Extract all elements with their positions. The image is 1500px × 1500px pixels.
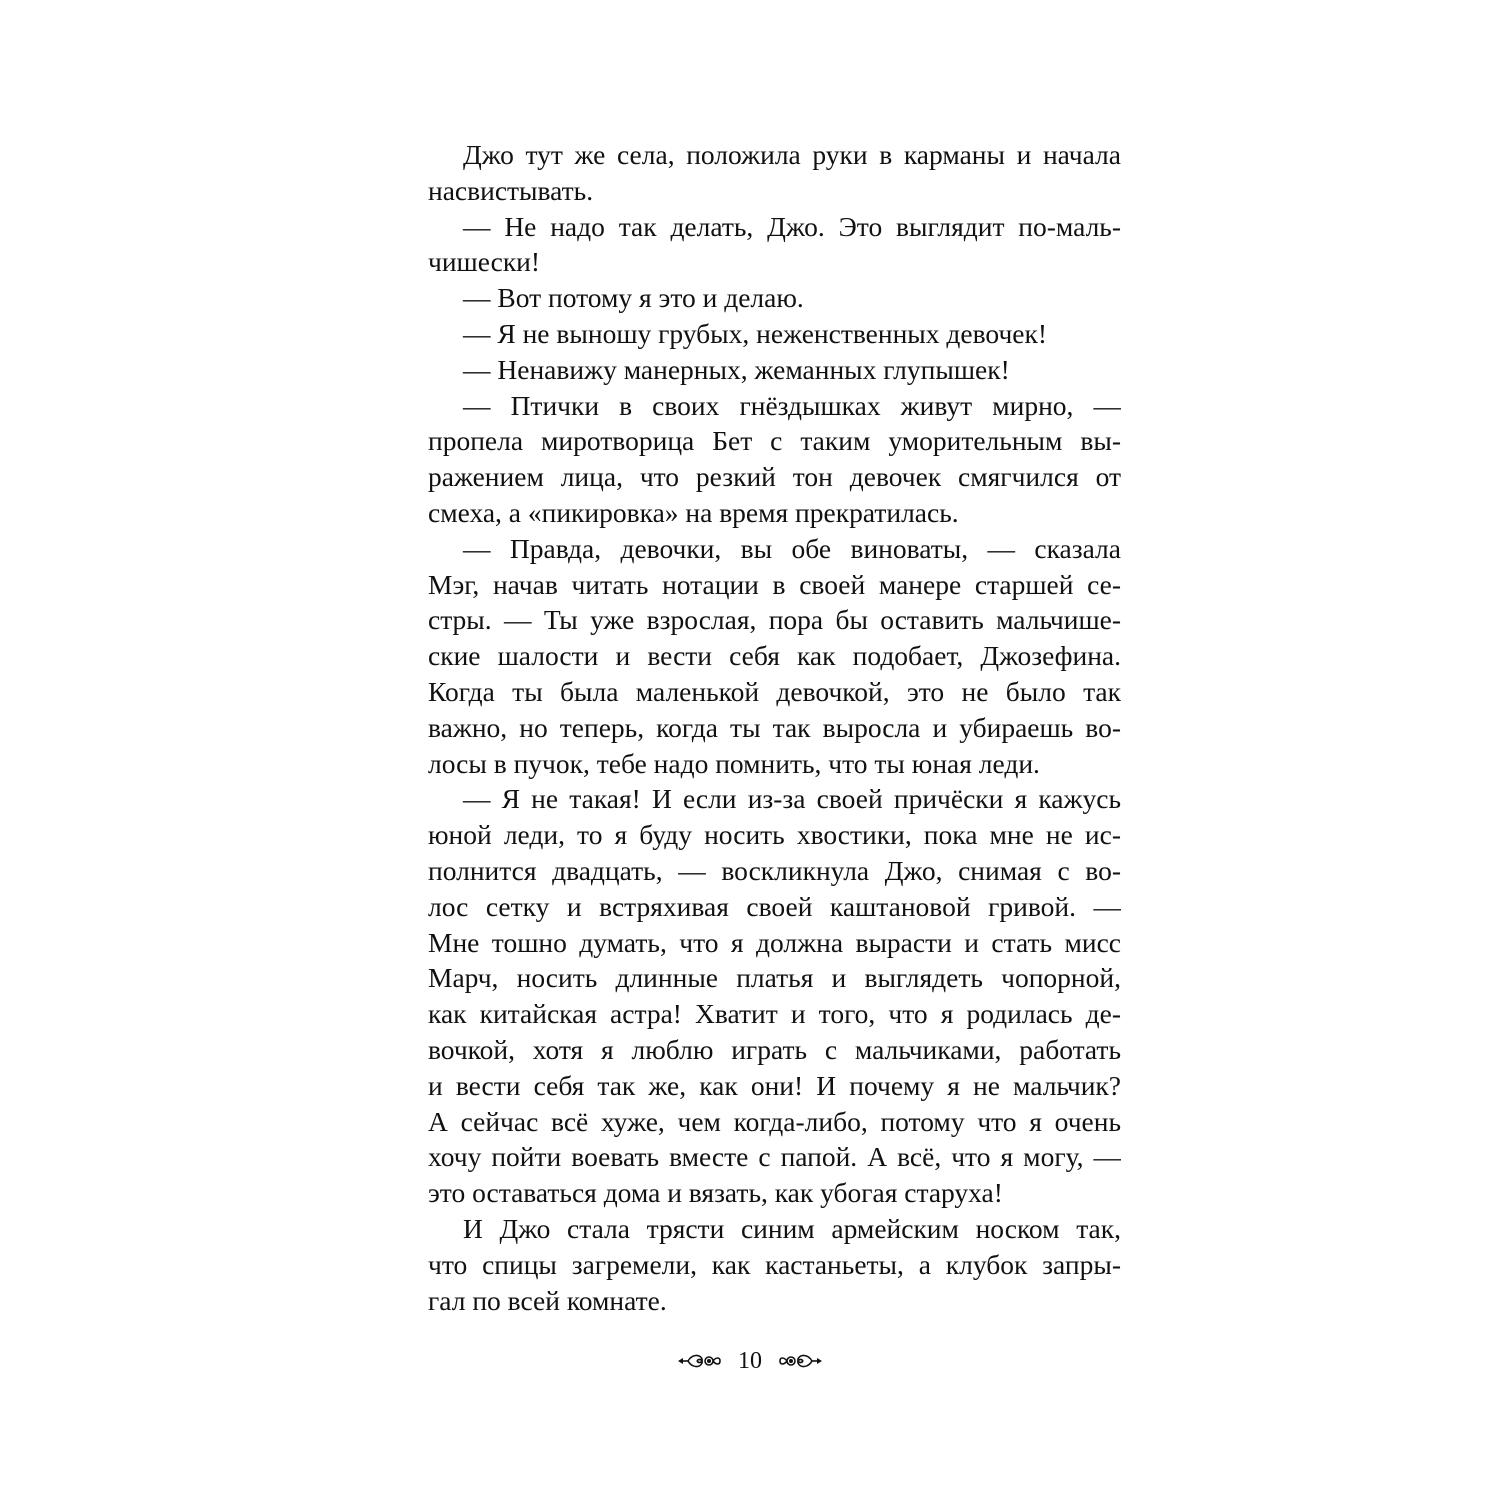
text-line: лосы в пучок, тебе надо помнить, что ты юная леди. — [428, 747, 1040, 779]
text-line: ские шалости и вести себя как подобает, Джозефина. — [428, 640, 1121, 672]
text-line: — Вот потому я это и делаю. — [463, 282, 804, 314]
text-line: юной леди, то я буду носить хвостики, пока мне не ис- — [428, 819, 1121, 851]
text-line: это оставаться дома и вязать, как убогая старуха! — [428, 1177, 1003, 1209]
text-line: чишески! — [428, 246, 541, 278]
text-line: Джо тут же села, положила руки в карманы и начала — [463, 139, 1121, 170]
text-line: ражением лица, что резкий тон девочек смягчился от — [428, 461, 1121, 493]
page-text-block — [428, 137, 1121, 1318]
text-line: — Правда, девочки, вы обе виноваты, — сказала — [463, 532, 1121, 564]
text-line: лос сетку и встряхивая своей каштановой гривой. — — [428, 890, 1121, 922]
text-line: что спицы загремели, как кастаньеты, а клубок запры- — [428, 1248, 1121, 1280]
text-line: пропела миротворица Бет с таким уморительным вы- — [428, 425, 1121, 457]
text-line: смеха, а «пикировка» на время прекратилась. — [428, 496, 959, 528]
text-line: И Джо стала трясти синим армейским носком так, — [463, 1212, 1121, 1244]
text-line: стры. — Ты уже взрослая, пора бы оставить мальчише- — [428, 604, 1121, 636]
left-flourish-icon — [678, 1350, 722, 1372]
text-line: Марч, носить длинные платья и выглядеть чопорной, — [428, 962, 1121, 994]
text-line: — Ненавижу манерных, жеманных глупышек! — [463, 353, 1010, 385]
text-line: Мне тошно думать, что я должна вырасти и стать мисс — [428, 926, 1121, 958]
text-line: — Не надо так делать, Джо. Это выглядит по-маль- — [463, 210, 1121, 242]
text-line: — Я не такая! И если из-за своей причёски я кажусь — [463, 783, 1121, 815]
page-footer — [0, 1341, 1500, 1381]
right-flourish-icon — [778, 1350, 822, 1372]
text-line: и вести себя так же, как они! И почему я не мальчик? — [428, 1069, 1121, 1101]
text-line: важно, но теперь, когда ты так выросла и убираешь во- — [428, 711, 1121, 743]
text-line: вочкой, хотя я люблю играть с мальчиками, работать — [428, 1033, 1121, 1065]
page-number: 10 — [738, 1348, 762, 1374]
text-line: хочу пойти воевать вместе с папой. А всё, что я могу, — — [428, 1141, 1121, 1173]
text-line: А сейчас всё хуже, чем когда-либо, потому что я очень — [428, 1105, 1121, 1137]
text-line: как китайская астра! Хватит и того, что я родилась де- — [428, 998, 1121, 1030]
text-line: насвистывать. — [428, 174, 594, 206]
text-line: Мэг, начав читать нотации в своей манере старшей се- — [428, 568, 1121, 600]
text-line: — Я не выношу грубых, неженственных девочек! — [463, 317, 1047, 349]
text-line: Когда ты была маленькой девочкой, это не было так — [428, 675, 1121, 707]
text-line: — Птички в своих гнёздышках живут мирно, — — [463, 389, 1121, 421]
text-line: гал по всей комнате. — [428, 1284, 667, 1316]
text-line: полнится двадцать, — воскликнула Джо, снимая с во- — [428, 854, 1121, 886]
